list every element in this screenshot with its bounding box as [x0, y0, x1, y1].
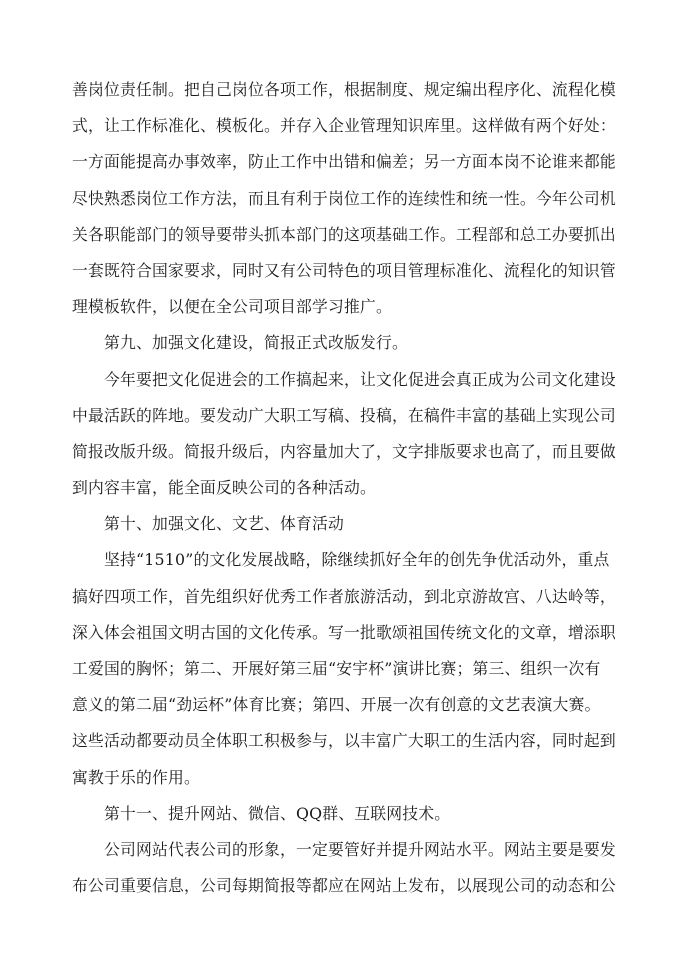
- text-line: 布公司重要信息，公司每期简报等都应在网站上发布，以展现公司的动态和公: [72, 876, 616, 896]
- text-line: 到内容丰富，能全面反映公司的各种活动。: [72, 478, 376, 498]
- section-heading-11: 第十一、提升网站、微信、QQ群、互联网技术。: [104, 803, 451, 823]
- text-line: 寓教于乐的作用。: [72, 767, 200, 787]
- text-line: 搞好四项工作，首先组织好优秀工作者旅游活动，到北京游故宫、八达岭等，: [72, 586, 616, 606]
- text-line: 一方面能提高办事效率，防止工作中出错和偏差；另一方面本岗不论谁来都能: [72, 152, 616, 172]
- section-heading-10: 第十、加强文化、文艺、体育活动: [104, 514, 344, 534]
- text-line: 意义的第二届“劲运杯”体育比赛；第四、开展一次有创意的文艺表演大赛。: [72, 695, 601, 715]
- text-line: 式，让工作标准化、模板化。并存入企业管理知识库里。这样做有两个好处：: [72, 116, 616, 136]
- text-line: 关各职能部门的领导要带头抓本部门的这项基础工作。工程部和总工办要抓出: [72, 224, 616, 244]
- text-line: 善岗位责任制。把自己岗位各项工作，根据制度、规定编出程序化、流程化模: [72, 80, 616, 99]
- text-line: 工爱国的胸怀；第二、开展好第三届“安宇杯”演讲比赛；第三、组织一次有: [72, 659, 601, 678]
- section-heading-9: 第九、加强文化建设，简报正式改版发行。: [104, 333, 408, 353]
- text-line: 简报改版升级。简报升级后，内容量加大了，文字排版要求也高了，而且要做: [72, 441, 616, 461]
- paragraph-start: 坚持“1510”的文化发展战略，除继续抓好全年的创先争优活动外，重点: [104, 550, 610, 570]
- text-line: 这些活动都要动员全体职工积极参与，以丰富广大职工的生活内容，同时起到: [72, 731, 616, 751]
- paragraph-start: 今年要把文化促进会的工作搞起来，让文化促进会真正成为公司文化建设: [104, 369, 616, 389]
- text-line: 中最活跃的阵地。要发动广大职工写稿、投稿，在稿件丰富的基础上实现公司: [72, 405, 616, 425]
- text-line: 深入体会祖国文明古国的文化传承。写一批歌颂祖国传统文化的文章，增添职: [72, 622, 616, 642]
- text-line: 尽快熟悉岗位工作方法，而且有利于岗位工作的连续性和统一性。今年公司机: [72, 188, 616, 208]
- text-line: 一套既符合国家要求，同时又有公司特色的项目管理标准化、流程化的知识管: [72, 260, 616, 280]
- text-line: 理模板软件，以便在全公司项目部学习推广。: [72, 297, 392, 317]
- paragraph-start: 公司网站代表公司的形象，一定要管好并提升网站水平。网站主要是要发: [104, 839, 616, 859]
